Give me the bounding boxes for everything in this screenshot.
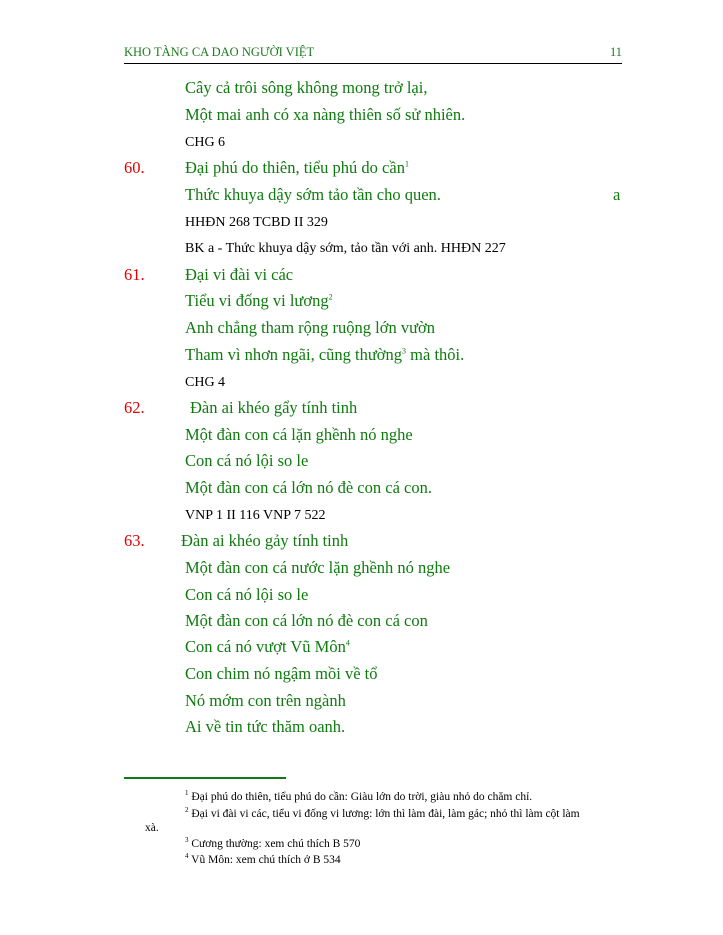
source-ref: CHG 4 xyxy=(185,375,226,390)
footnote: $^3$ Cương thường: xem chú thích B 570 xyxy=(185,836,361,850)
verse-line: Một đàn con cá nước lặn ghềnh nó nghe xyxy=(185,558,451,577)
verse-number: 62. xyxy=(124,398,145,417)
footnote: $^1$ Đại phú do thiên, tiểu phú do cần: Giàu lớn do trời, giàu nhỏ do chăm chỉ. xyxy=(185,789,533,803)
verse-number: 61. xyxy=(124,265,145,284)
verse-line: Một đàn con cá lớn nó đè con cá con. xyxy=(185,478,432,497)
source-ref: HHĐN 268 TCBD II 329 xyxy=(185,215,328,230)
footnote-separator xyxy=(124,777,286,779)
verse-line: Con cá nó vượt Vũ Môn$^4$ xyxy=(185,637,350,656)
footnote: $^4$ Vũ Môn: xem chú thích ở B 534 xyxy=(185,852,341,866)
verse-line: Đại phú do thiên, tiểu phú do cần$^1$ xyxy=(185,158,409,177)
verse-line: Nó mớm con trên ngành xyxy=(185,691,346,710)
verse-line: Đại vi đài vi các xyxy=(185,265,294,284)
footnote-marker: 4 xyxy=(345,638,350,648)
verse-number: 63. xyxy=(124,531,145,550)
verse-line: Đàn ai khéo gảy tính tinh xyxy=(181,531,349,550)
verse-line: Một mai anh có xa nàng thiên số sử nhiên. xyxy=(185,105,466,124)
footnote-marker: 3 xyxy=(402,346,407,356)
book-title: KHO TÀNG CA DAO NGƯỜI VIỆT xyxy=(124,45,315,59)
footnote: $^2$ Đại vi đài vi các, tiểu vi đống vi lương: lớn thì làm đài, làm gác; nhỏ thì làm cột làm xyxy=(185,806,580,820)
verse-number: 60. xyxy=(124,158,145,177)
variant-mark: a xyxy=(613,185,621,204)
verse-line: Con cá nó lội so le xyxy=(185,585,309,604)
verse-line: Tham vì nhơn ngãi, cũng thường$^3$ mà thôi. xyxy=(185,345,465,364)
source-ref: VNP 1 II 116 VNP 7 522 xyxy=(185,508,326,523)
verse-line: Cây cả trôi sông không mong trở lại, xyxy=(185,78,428,97)
verse-line: Anh chẳng tham rộng ruộng lớn vườn xyxy=(185,318,436,337)
verse-line: Ai về tin tức thăm oanh. xyxy=(185,717,346,736)
verse-line: Thức khuya dậy sớm tảo tần cho quen. xyxy=(185,185,441,204)
verse-line: Đàn ai khéo gẩy tính tinh xyxy=(190,398,358,417)
verse-line: Con chim nó ngậm mồi về tổ xyxy=(185,664,378,683)
footnote-marker: 1 xyxy=(404,159,409,169)
source-ref: CHG 6 xyxy=(185,135,226,150)
footnote-marker: 2 xyxy=(328,292,333,302)
verse-line: Một đàn con cá lặn ghềnh nó nghe xyxy=(185,425,413,444)
footnote-continuation: xà. xyxy=(145,822,159,834)
page-number: 11 xyxy=(609,45,622,59)
verse-line: Tiểu vi đống vi lương$^2$ xyxy=(185,291,333,310)
verse-line: Con cá nó lội so le xyxy=(185,451,309,470)
page-header xyxy=(124,45,622,64)
verse-line: Một đàn con cá lớn nó đè con cá con xyxy=(185,611,428,630)
variant-note: BK a - Thức khuya dậy sớm, tảo tần với anh. HHĐN 227 xyxy=(185,241,506,256)
